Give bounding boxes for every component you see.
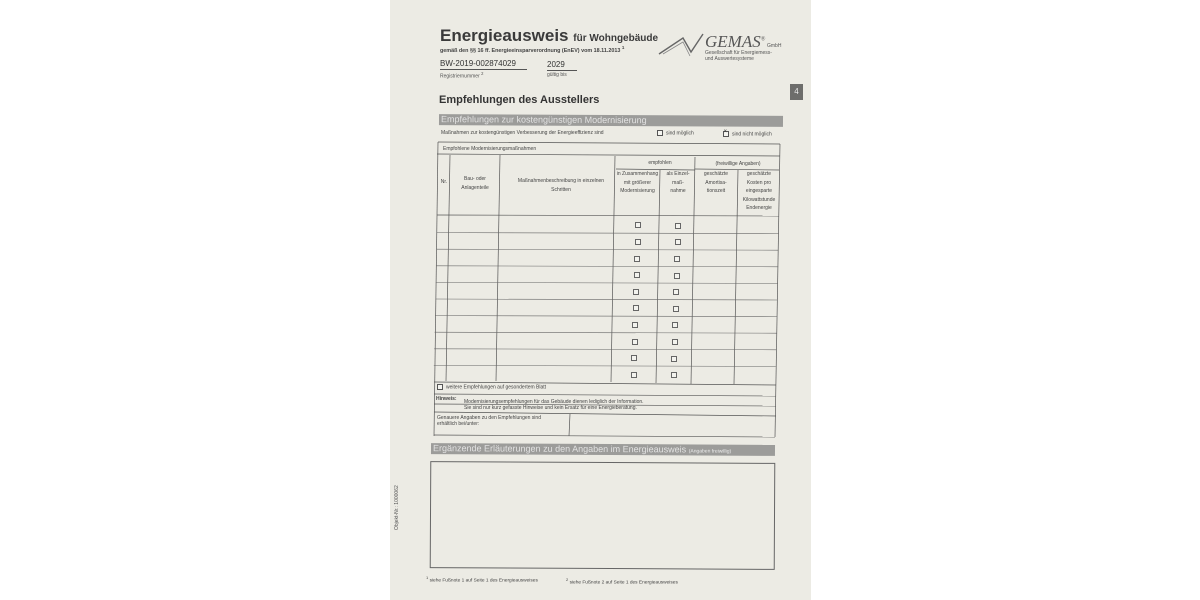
supplementary-bar-note: (Angaben freiwillig) xyxy=(688,448,732,455)
registration-number: BW-2019-002874029 xyxy=(440,59,516,68)
row-in-context-checkbox[interactable] xyxy=(631,372,637,378)
subtitle-text: gemäß den §§ 16 ff. Energieeinsparverordnung (EnEV) vom 18.11.2013 xyxy=(440,47,621,54)
row-single-measure-checkbox[interactable] xyxy=(673,306,679,312)
logo-tagline-line-2: und Auswertesysteme xyxy=(705,56,754,62)
note-line-1: Modernisierungsempfehlungen für das Gebäude dienen lediglich der Information. xyxy=(464,399,644,405)
row-single-measure-checkbox[interactable] xyxy=(672,339,678,345)
logo-registered-mark: ® xyxy=(760,36,766,43)
registration-label-text: Registriernummer xyxy=(440,73,480,80)
recommendations-bar-title: Empfehlungen zur kostengünstigen Modernisierung xyxy=(440,114,647,126)
valid-until-value: 2029 xyxy=(547,60,565,69)
document-page xyxy=(390,0,811,600)
footnote-2-mark: 2 xyxy=(566,577,569,582)
footnote-1 xyxy=(426,575,538,584)
note-line-2: Sie sind nur kurz gefasste Hinweise und kein Ersatz für eine Energieberatung. xyxy=(464,405,637,411)
registration-footnote-mark: 2 xyxy=(481,71,484,76)
row-in-context-checkbox[interactable] xyxy=(635,239,641,245)
row-in-context-checkbox[interactable] xyxy=(632,339,638,345)
table-row-line xyxy=(434,365,776,366)
table-row-line xyxy=(435,299,777,300)
subtitle-footnote-mark: 1 xyxy=(621,45,625,50)
logo-name: GEMAS xyxy=(705,32,761,51)
row-single-measure-checkbox[interactable] xyxy=(675,223,681,229)
row-single-measure-checkbox[interactable] xyxy=(674,273,680,279)
option-not-possible-label: sind nicht möglich xyxy=(732,131,772,138)
details-line-2: erhältlich bei/unter: xyxy=(437,421,480,427)
column-description: Maßnahmenbeschreibung in einzelnen Schritten xyxy=(517,178,605,193)
further-recommendations[interactable] xyxy=(437,384,546,390)
section-heading: Empfehlungen des Ausstellers xyxy=(439,94,600,106)
row-in-context-checkbox[interactable] xyxy=(631,355,637,361)
valid-until-label: gültig bis xyxy=(547,72,567,78)
title-suffix: für Wohngebäude xyxy=(573,33,659,44)
table-row-line xyxy=(436,266,778,267)
row-single-measure-checkbox[interactable] xyxy=(671,356,677,362)
table-row-line xyxy=(437,249,779,250)
column-nr: Nr. xyxy=(440,179,448,185)
further-recommendations-label: weitere Empfehlungen auf gesondertem Blatt xyxy=(446,384,547,391)
option-possible-label: sind möglich xyxy=(666,130,694,137)
supplementary-textbox[interactable] xyxy=(430,461,776,570)
row-in-context-checkbox[interactable] xyxy=(633,289,639,295)
supplementary-bar-title: Ergänzende Erläuterungen zu den Angaben im Energieausweis xyxy=(432,443,687,455)
footnote-2 xyxy=(566,577,678,586)
column-single-measure: als Einzel-maß-nahme xyxy=(666,171,690,194)
column-costs: geschätzte Kosten pro eingesparte Kilowattstunde Endenergie xyxy=(742,171,776,211)
column-component: Bau- oder Anlagenteile xyxy=(461,176,489,191)
details-line-1: Genauere Angaben zu den Empfehlungen sind xyxy=(437,415,541,421)
row-in-context-checkbox[interactable] xyxy=(634,272,640,278)
column-in-context: in Zusammenhang mit größerer Modernisierung xyxy=(616,171,659,194)
page-number-badge: 4 xyxy=(790,84,803,100)
footnote-2-text: siehe Fußnote 2 auf Seite 1 des Energieausweises xyxy=(569,580,678,586)
footnote-1-mark: 1 xyxy=(426,575,429,580)
row-single-measure-checkbox[interactable] xyxy=(672,322,678,328)
logo-tagline-line-1: Gesellschaft für Energiemess- xyxy=(705,50,772,56)
table-row-line xyxy=(437,233,779,234)
column-amortization: geschätzte Amortisa-tionszeit xyxy=(703,171,729,194)
table-row-line xyxy=(435,316,777,317)
footnote-1-text: siehe Fußnote 1 auf Seite 1 des Energieausweises xyxy=(429,578,538,584)
column-voluntary-group: (freiwillige Angaben) xyxy=(715,161,761,167)
side-object-number: Objekt-Nr.: 1000062 xyxy=(394,485,400,530)
further-recommendations-checkbox[interactable] xyxy=(437,384,443,390)
row-in-context-checkbox[interactable] xyxy=(635,222,641,228)
row-in-context-checkbox[interactable] xyxy=(632,322,638,328)
logo-suffix: GmbH xyxy=(767,43,782,49)
note-label: Hinweis: xyxy=(436,396,457,402)
table-row-line xyxy=(435,332,777,333)
measures-text: Maßnahmen zur kostengünstigen Verbesserung der Energieeffizienz sind xyxy=(441,130,604,136)
column-recommended-group: empfohlen xyxy=(648,160,672,166)
table-row-line xyxy=(436,282,778,283)
row-in-context-checkbox[interactable] xyxy=(633,305,639,311)
row-single-measure-checkbox[interactable] xyxy=(673,289,679,295)
row-single-measure-checkbox[interactable] xyxy=(674,256,680,262)
row-single-measure-checkbox[interactable] xyxy=(671,372,677,378)
table-row-line xyxy=(434,349,776,350)
title-main: Energieausweis xyxy=(440,26,569,45)
row-in-context-checkbox[interactable] xyxy=(634,256,640,262)
row-single-measure-checkbox[interactable] xyxy=(675,239,681,245)
table-title: Empfohlene Modernisierungsmaßnahmen xyxy=(443,146,537,152)
supplementary-bar xyxy=(431,443,775,456)
